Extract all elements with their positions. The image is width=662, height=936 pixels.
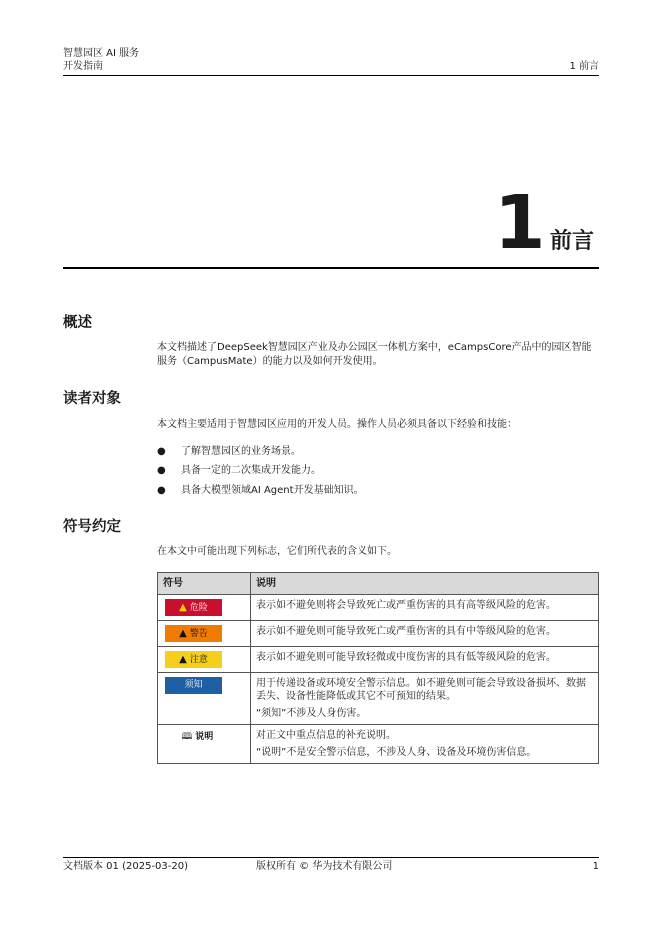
bullet-icon: ● <box>157 485 166 496</box>
table-row <box>158 725 599 764</box>
chapter-rule <box>63 267 599 269</box>
desc-text: 表示如不避免则可能导致轻微或中度伤害的具有低等级风险的危害。 <box>256 652 556 663</box>
chapter-title: 前言 <box>550 229 595 254</box>
page-number: 1 <box>592 861 599 872</box>
page-header <box>63 47 599 73</box>
copyright: 版权所有 © 华为技术有限公司 <box>256 861 393 872</box>
warning-badge: ▲ 警告 <box>165 625 222 642</box>
warning-triangle-icon: ▲ <box>179 654 187 665</box>
desc-text: “须知”不涉及人身伤害。 <box>256 708 367 719</box>
bullet-icon: ● <box>157 465 166 476</box>
footer-rule <box>63 857 599 858</box>
page-footer <box>63 860 599 873</box>
header-rule <box>63 75 599 76</box>
symbols-table <box>157 572 599 764</box>
caution-badge: ▲ 注意 <box>165 651 222 668</box>
symbols-intro: 在本文中可能出现下列标志，它们所代表的含义如下。 <box>157 546 397 557</box>
header-product: 智慧园区 AI 服务 <box>63 48 140 59</box>
bullet-icon: ● <box>157 446 166 457</box>
section-heading-symbols: 符号约定 <box>63 519 121 535</box>
section-heading-overview: 概述 <box>63 315 92 331</box>
danger-badge: ▲ 危险 <box>165 599 222 616</box>
table-row <box>158 621 599 647</box>
audience-intro: 本文档主要适用于智慧园区应用的开发人员。操作人员必须具备以下经验和技能： <box>157 419 517 430</box>
book-icon: 🕮 <box>181 732 193 742</box>
doc-version: 文档版本 01 (2025-03-20) <box>63 861 188 872</box>
warning-triangle-icon: ▲ <box>179 628 187 639</box>
desc-text: 表示如不避免则可能导致死亡或严重伤害的具有中等级风险的危害。 <box>256 626 556 637</box>
col-header-desc: 说明 <box>251 573 599 595</box>
desc-text: 用于传递设备或环境安全警示信息。如不避免则可能会导致设备损坏、数据丢失、设备性能降低或其它不可预知的结果。 <box>256 678 586 702</box>
table-row <box>158 595 599 621</box>
desc-text: 表示如不避免则将会导致死亡或严重伤害的具有高等级风险的危害。 <box>256 600 556 611</box>
desc-text: “说明”不是安全警示信息，不涉及人身、设备及环境伤害信息。 <box>256 747 537 758</box>
chapter-number: 1 <box>494 180 546 266</box>
table-header-row <box>158 573 599 595</box>
overview-text: 本文档描述了DeepSeek智慧园区产业及办公园区一体机方案中，eCampsCore产品中的园区智能服务（CampusMate）的能力以及如何开发使用。 <box>157 342 592 367</box>
section-heading-audience: 读者对象 <box>63 391 121 407</box>
warning-triangle-icon: ▲ <box>179 602 187 613</box>
header-chapter-ref: 1 前言 <box>569 61 599 72</box>
desc-text: 对正文中重点信息的补充说明。 <box>256 730 396 741</box>
col-header-symbol: 符号 <box>158 573 251 595</box>
header-doc-title: 开发指南 <box>63 61 103 72</box>
note-badge: 🕮 说明 <box>181 732 214 742</box>
table-row <box>158 647 599 673</box>
table-row <box>158 673 599 725</box>
notice-badge: 须知 <box>165 677 222 694</box>
